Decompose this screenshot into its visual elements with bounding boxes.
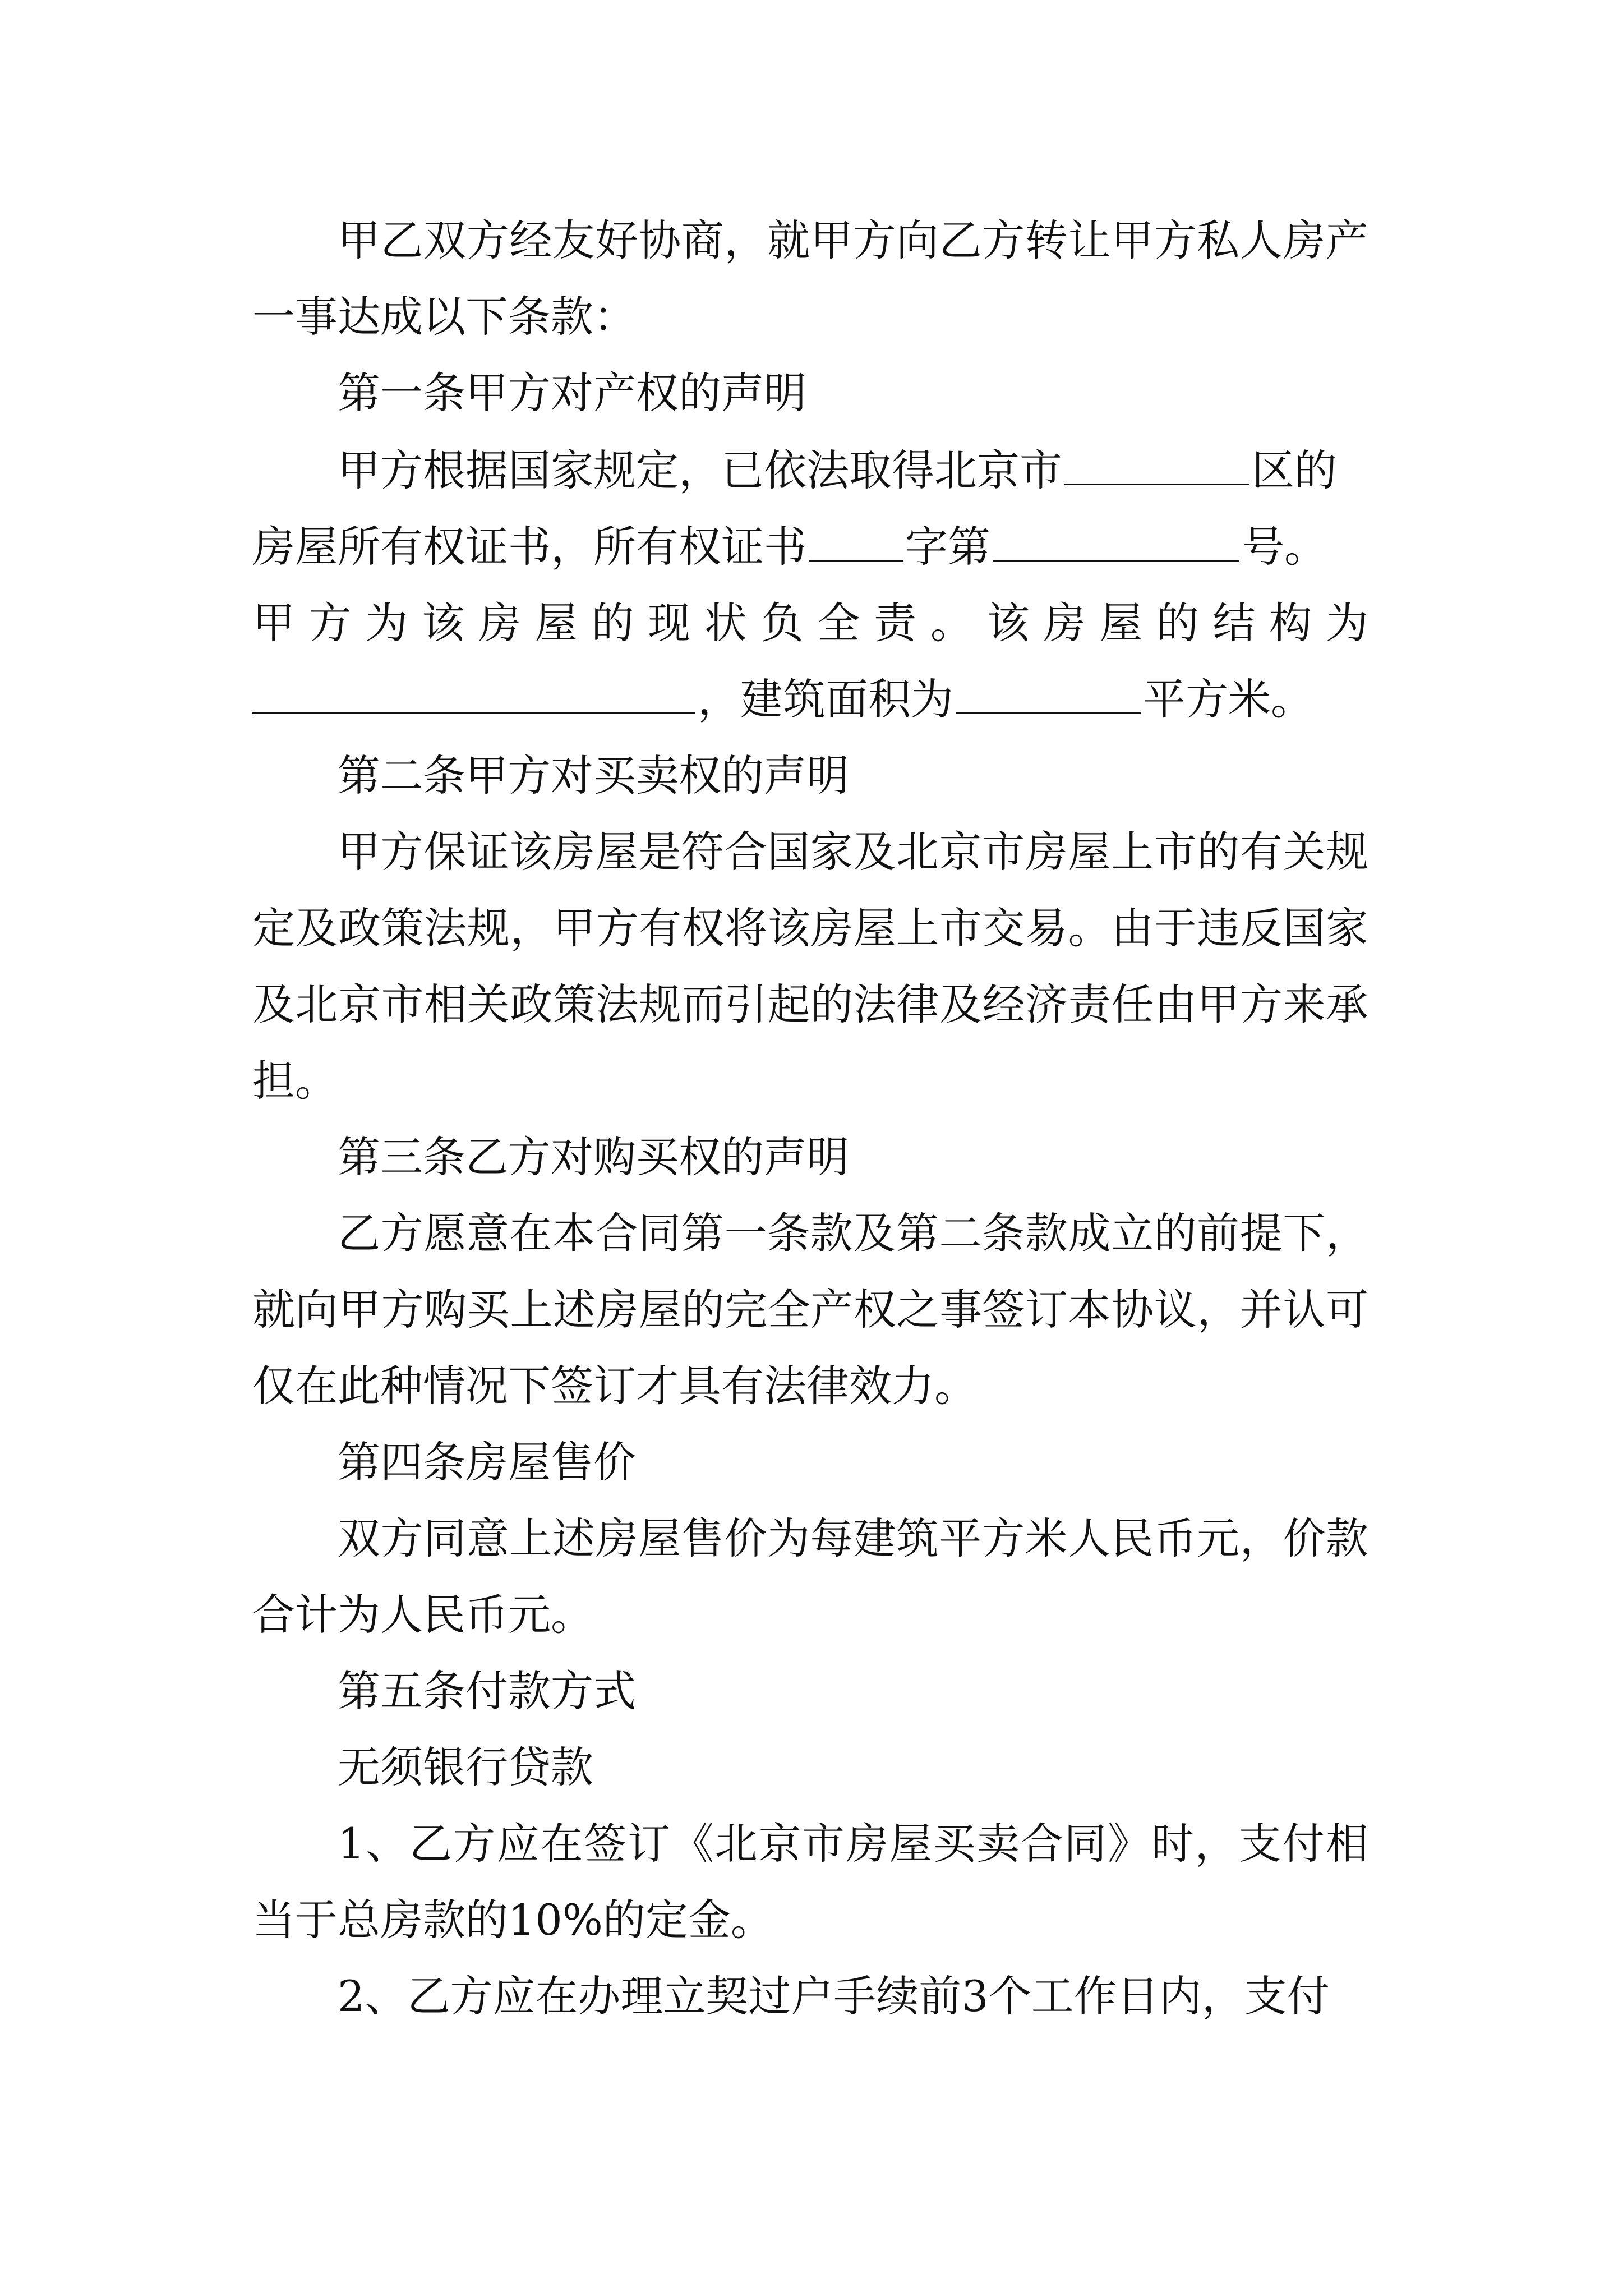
article-1-line-3 bbox=[252, 585, 1368, 661]
line-3-char: 状 bbox=[704, 598, 747, 648]
article-1-text-e: 号。 bbox=[1242, 522, 1327, 572]
area-blank-field[interactable] bbox=[956, 678, 1141, 714]
intro-paragraph: 甲乙双方经友好协商，就甲方向乙方转让甲方私人房产一事达成以下条款： bbox=[252, 215, 1368, 342]
line-3-char: 责 bbox=[874, 598, 917, 648]
line-3-char: 的 bbox=[1156, 598, 1199, 648]
line-3-char: 全 bbox=[817, 598, 860, 648]
article-4-title: 第四条房屋售价 bbox=[338, 1437, 636, 1487]
certificate-prefix-blank-field[interactable] bbox=[809, 525, 903, 562]
article-1-line-4 bbox=[252, 661, 1368, 738]
line-3-char: 负 bbox=[760, 598, 804, 648]
article-1-text-d: 字第 bbox=[905, 522, 990, 572]
article-5-item-1: 1、乙方应在签订《北京市房屋买卖合同》时，支付相当于总房款的10%的定金。 bbox=[252, 1819, 1368, 1945]
article-1-text-g: 平方米。 bbox=[1143, 674, 1313, 724]
article-1-title: 第一条甲方对产权的声明 bbox=[338, 368, 806, 418]
article-1-line-2 bbox=[252, 509, 1368, 585]
article-1-text-c: 房屋所有权证书，所有权证书 bbox=[252, 522, 806, 572]
article-4-body: 双方同意上述房屋售价为每建筑平方米人民币元，价款合计为人民币元。 bbox=[252, 1513, 1368, 1640]
article-1-text-b: 区的 bbox=[1252, 445, 1337, 495]
article-2-title: 第二条甲方对买卖权的声明 bbox=[338, 751, 849, 800]
line-3-char: 为 bbox=[365, 598, 408, 648]
structure-blank-field[interactable] bbox=[252, 678, 695, 714]
article-1-text-a: 甲方根据国家规定，已依法取得北京市 bbox=[338, 445, 1062, 495]
line-3-char: 房 bbox=[478, 598, 521, 648]
line-3-char: 方 bbox=[308, 598, 352, 648]
line-3-char: 现 bbox=[648, 598, 691, 648]
line-3-char: 结 bbox=[1212, 598, 1256, 648]
line-3-char: 房 bbox=[1043, 598, 1086, 648]
article-5-item-2: 2、乙方应在办理立契过户手续前3个工作日内，支付 bbox=[338, 1971, 1330, 2021]
article-3-title: 第三条乙方对购买权的声明 bbox=[338, 1132, 849, 1182]
line-3-char: 该 bbox=[986, 598, 1030, 648]
article-2-body: 甲方保证该房屋是符合国家及北京市房屋上市的有关规定及政策法规，甲方有权将该房屋上市交易。由于违反国家及北京市相关政策法规而引起的法律及经济责任由甲方来承担。 bbox=[252, 827, 1368, 1106]
line-3-char: 屋 bbox=[534, 598, 578, 648]
article-1-line-1 bbox=[252, 432, 1368, 509]
line-3-char: 为 bbox=[1325, 598, 1368, 648]
certificate-number-blank-field[interactable] bbox=[993, 525, 1239, 562]
article-5-title: 第五条付款方式 bbox=[338, 1666, 636, 1716]
article-3-body: 乙方愿意在本合同第一条款及第二条款成立的前提下，就向甲方购买上述房屋的完全产权之事签订本协议，并认可仅在此种情况下签订才具有法律效力。 bbox=[252, 1208, 1368, 1411]
article-5-subtitle: 无须银行贷款 bbox=[338, 1742, 593, 1792]
line-3-char: 甲 bbox=[252, 598, 295, 648]
district-blank-field[interactable] bbox=[1064, 449, 1249, 485]
line-3-char: 的 bbox=[591, 598, 634, 648]
line-3-char: 构 bbox=[1269, 598, 1312, 648]
line-3-char: 。 bbox=[930, 598, 973, 648]
line-3-char: 该 bbox=[422, 598, 465, 648]
line-3-char: 屋 bbox=[1100, 598, 1143, 648]
article-1-text-f: ，建筑面积为 bbox=[698, 674, 953, 724]
